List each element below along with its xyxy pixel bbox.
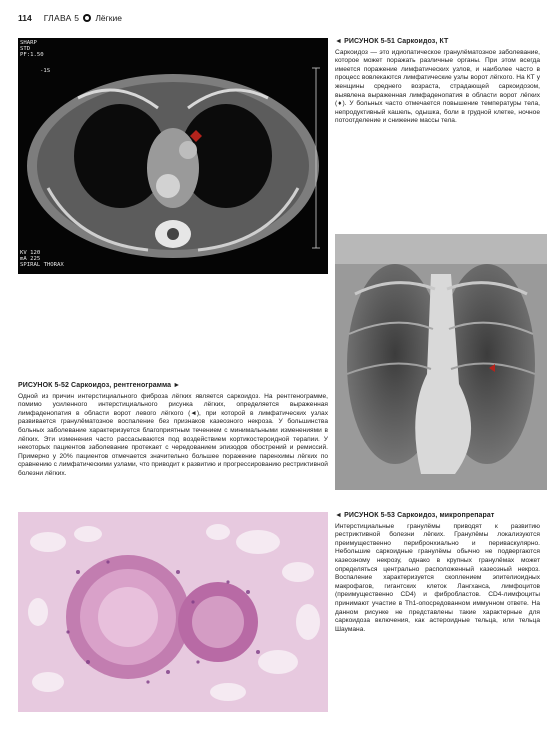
- figure-5-53-caption: [335, 512, 540, 634]
- page-header: [18, 11, 122, 25]
- figure-5-51-text: Саркоидоз — это идиопатическое гранулёматозное заболевание, которое может поражать различные органы. При этом всегда имеется поражение лимфатических узлов, и наиболее часто в процесс вовлекаются лимфатические узлы ворот лёгкого. На КТ у женщины среднего возраста, страдающей саркоидозом, выявлена выраженная лимфаденопатия в области ворот лёгких (♦). У больных часто отмечается повышение температуры тела, непродуктивный кашель, одышка, боли в грудной клетке, ночное потоотделение и снижение массы тела.: [335, 48, 540, 125]
- ct-overlay-bottom: KV 120 mA 225 SPIRAL THORAX: [20, 250, 64, 269]
- figure-5-51-caption: [335, 38, 540, 126]
- figure-5-52-text: Одной из причин интерстициального фиброза лёгких является саркоидоз. На рентгенограмме, помимо усиленного интерстициального рисунка лёгких, определяется выраженная лимфаденопатия в области ворот левого лёгкого (◄), при которой в лимфатических узлах развивается гранулёматозное воспаление без признаков казеозного некроза. У большинства больных заболевание характеризуется благоприятным течением с минимальными изменениями в лёгких. Эти изменения часто рассасываются под воздействием кортикостероидной терапии. У некоторых пациентов заболевание протекает с чередованием эпизодов обострений и ремиссий. Примерно у 20% пациентов отмечается значительно большее поражение паренхимы лёгких по сравнению с лимфатическими узлами, что приводит к развитию и прогрессированию рестриктивной болезни лёгких.: [18, 392, 328, 477]
- figure-5-53-text: Интерстициальные гранулёмы приводят к развитию рестриктивной болезни лёгких. Гранулёмы локализуются преимущественно перибронхиально и периваскулярно. Небольшие саркоидные гранулёмы обычно не подвергаются казеозному некрозу, однако в крупных гранулёмах может определяться центрально расположенный казеозный некроз. Воспаление характеризуется скоплением эпителиоидных макрофагов, гигантских клеток Лангханса, лимфоцитов (преимущественно CD4) и фибробластов. CD4-лимфоциты принимают участие в Th1-опосредованном иммунном ответе. На данном рисунке не представлены такие характерные для саркоидоза включения, как астероидные тельца, или тельца Шаумана.: [335, 522, 540, 633]
- figure-5-53-title: ◄ РИСУНОК 5-53 Саркоидоз, микропрепарат: [335, 512, 495, 519]
- figure-5-52-title: РИСУНОК 5-52 Саркоидоз, рентгенограмма ►: [18, 382, 181, 389]
- micrograph-drawing: [18, 512, 328, 712]
- figure-5-51-title: ◄ РИСУНОК 5-51 Саркоидоз, КТ: [335, 38, 449, 45]
- chest-xray-image: [335, 234, 547, 490]
- micrograph-image: [18, 512, 328, 712]
- ct-overlay-top: SHARP STD PF:1.50: [20, 40, 44, 59]
- page-number: 114: [18, 13, 32, 23]
- chapter-label: ГЛАВА 5: [43, 13, 80, 23]
- section-label: Лёгкие: [95, 13, 122, 23]
- section-bullet-icon: [83, 14, 91, 22]
- ct-overlay-scale: -1S: [40, 68, 51, 74]
- ct-scan-drawing: [18, 38, 328, 274]
- ct-scan-image: [18, 38, 328, 274]
- chest-xray-drawing: [335, 234, 547, 490]
- figure-5-52-caption: [18, 382, 328, 479]
